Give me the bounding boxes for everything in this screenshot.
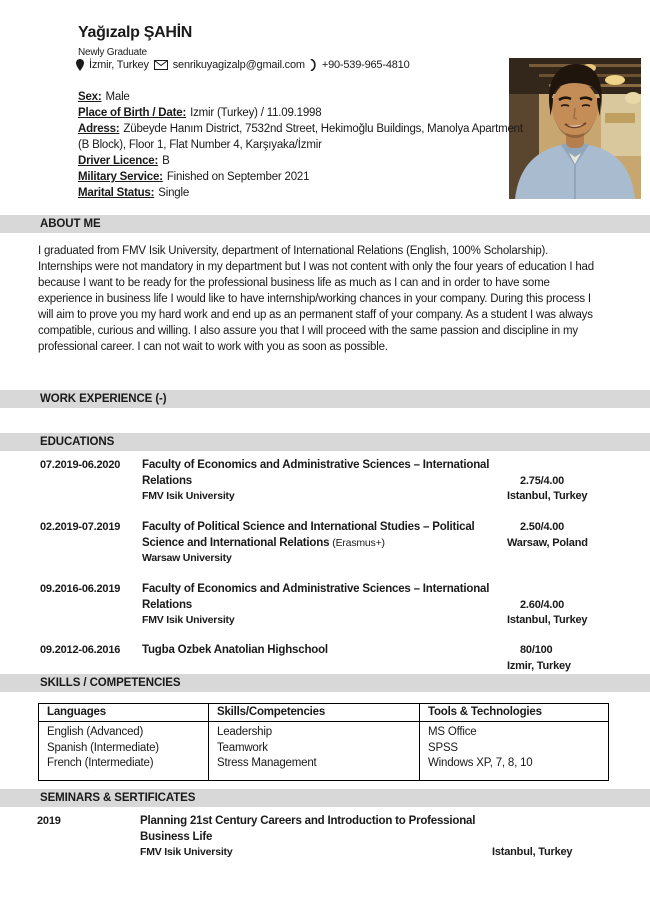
- phone-icon: [310, 59, 317, 71]
- personal-line-birth: [78, 105, 533, 121]
- seminar-title: Planning 21st Century Careers and Introduction to Professional Business Life: [140, 815, 476, 843]
- table-value: Leadership: [217, 726, 272, 738]
- field-value: Finished on September 2021: [166, 171, 310, 183]
- section-title: SKILLS / COMPETENCIES: [40, 677, 181, 689]
- education-entry: [40, 458, 642, 505]
- education-title: Faculty of Economics and Administrative Sciences – International Relations: [142, 583, 490, 611]
- section-title: ABOUT ME: [40, 218, 101, 230]
- personal-line-licence: [78, 153, 533, 169]
- table-header-languages: Languages: [39, 704, 208, 722]
- envelope-icon: [154, 60, 168, 70]
- seminar-location: Istanbul, Turkey: [492, 846, 573, 858]
- education-entry: [40, 582, 642, 629]
- education-institution: FMV Isik University: [142, 614, 235, 626]
- section-header-work-experience: [0, 390, 650, 408]
- table-value: MS Office: [428, 726, 477, 738]
- field-value: Male: [105, 91, 130, 103]
- map-pin-icon: [76, 59, 84, 71]
- field-value: Single: [158, 187, 190, 199]
- seminar-institution: FMV Isik University: [140, 846, 233, 858]
- personal-line-address: [78, 121, 533, 153]
- section-header-about: [0, 215, 650, 233]
- seminar-year: 2019: [37, 815, 61, 827]
- field-label: Marital Status:: [78, 187, 155, 199]
- contact-location: İzmir, Turkey: [89, 59, 149, 71]
- education-location: Istanbul, Turkey: [507, 490, 588, 502]
- education-score: 2.60/4.00: [520, 598, 565, 611]
- table-value: Windows XP, 7, 8, 10: [428, 757, 533, 769]
- table-cell-languages: [39, 722, 208, 780]
- section-header-seminars: [0, 789, 650, 807]
- education-right: [507, 643, 625, 674]
- education-title: Faculty of Political Science and International Studies – Political Science and International Relations: [142, 521, 475, 549]
- table-value: Spanish (Intermediate): [47, 741, 159, 754]
- education-right: [507, 520, 625, 567]
- education-main: [142, 643, 507, 674]
- education-period: 09.2016-06.2019: [40, 583, 121, 595]
- education-entry: [40, 520, 642, 567]
- field-label: Place of Birth / Date:: [78, 107, 187, 119]
- table-value: Stress Management: [217, 757, 317, 769]
- education-institution: Warsaw University: [142, 552, 232, 564]
- education-main: [142, 458, 507, 505]
- skills-table: [38, 703, 609, 781]
- about-paragraph: I graduated from FMV Isik University, department of International Relations (English, 100% Scholarship). Internships were not mandatory in my department but I was not content with only the four years of education I had because I want to be ready for the professional business life as much as I can and in order to have some experience in business life I would like to have internship/working chances in your company. During this process I will aim to prove you my hard work and end up as an permanent staff of your company. As a student I was always compatible, curious and willing. I also assure you that I will proceed with the same passion and discipline in my professional career. I can not wait to work with you as soon as possible.: [38, 245, 594, 353]
- table-header-competencies: Skills/Competencies: [208, 704, 419, 722]
- table-value: French (Intermediate): [47, 757, 154, 769]
- section-header-skills: [0, 674, 650, 692]
- education-score: 2.50/4.00: [520, 521, 565, 533]
- education-location: Istanbul, Turkey: [507, 614, 588, 626]
- education-score: 80/100: [520, 644, 553, 656]
- table-value: SPSS: [428, 741, 458, 754]
- table-header-tools: Tools & Technologies: [419, 704, 608, 722]
- field-value: Izmir (Turkey) / 11.09.1998: [190, 107, 322, 119]
- person-name: Yağızalp ŞAHİN: [78, 24, 193, 41]
- contact-line: [76, 59, 410, 71]
- field-label: Adress:: [78, 123, 120, 135]
- education-title: Tugba Ozbek Anatolian Highschool: [142, 644, 328, 656]
- education-main: [142, 582, 507, 629]
- table-value: English (Advanced): [47, 726, 144, 738]
- personal-details: [78, 89, 533, 201]
- personal-line-marital: [78, 185, 533, 201]
- field-label: Military Service:: [78, 171, 163, 183]
- education-main: [142, 520, 507, 567]
- section-header-educations: [0, 433, 650, 451]
- contact-phone: +90-539-965-4810: [321, 59, 410, 71]
- personal-line-sex: [78, 89, 533, 105]
- education-location: Warsaw, Poland: [507, 536, 588, 549]
- person-subtitle: Newly Graduate: [78, 47, 147, 58]
- seminar-entry: [37, 814, 627, 861]
- contact-email: senrikuyagizalp@gmail.com: [172, 59, 305, 71]
- education-score: 2.75/4.00: [520, 474, 565, 487]
- education-institution: FMV Isik University: [142, 490, 235, 502]
- education-right: [507, 458, 625, 505]
- education-period: 02.2019-07.2019: [40, 521, 121, 533]
- table-cell-tools: [419, 722, 608, 780]
- education-location: Izmir, Turkey: [507, 659, 571, 672]
- seminar-main: [140, 814, 492, 861]
- section-title: SEMINARS & SERTIFICATES: [40, 792, 196, 804]
- table-cell-competencies: [208, 722, 419, 780]
- section-title: WORK EXPERIENCE (-): [40, 393, 167, 405]
- section-title: EDUCATIONS: [40, 436, 115, 448]
- education-period: 07.2019-06.2020: [40, 459, 121, 471]
- education-title-suffix: (Erasmus+): [332, 536, 385, 549]
- personal-line-military: [78, 169, 533, 185]
- education-right: [507, 582, 625, 629]
- field-label: Sex:: [78, 91, 102, 103]
- field-label: Driver Licence:: [78, 155, 159, 167]
- field-value: B: [162, 155, 170, 167]
- field-value: Zübeyde Hanım District, 7532nd Street, Hekimoğlu Buildings, Manolya Apartment (B Block), Floor 1, Flat Number 4, Karşıyaka/İzmir: [78, 123, 523, 151]
- education-period: 09.2012-06.2016: [40, 644, 121, 656]
- education-entry: [40, 643, 642, 674]
- education-title: Faculty of Economics and Administrative Sciences – International Relations: [142, 459, 490, 487]
- table-value: Teamwork: [217, 741, 268, 754]
